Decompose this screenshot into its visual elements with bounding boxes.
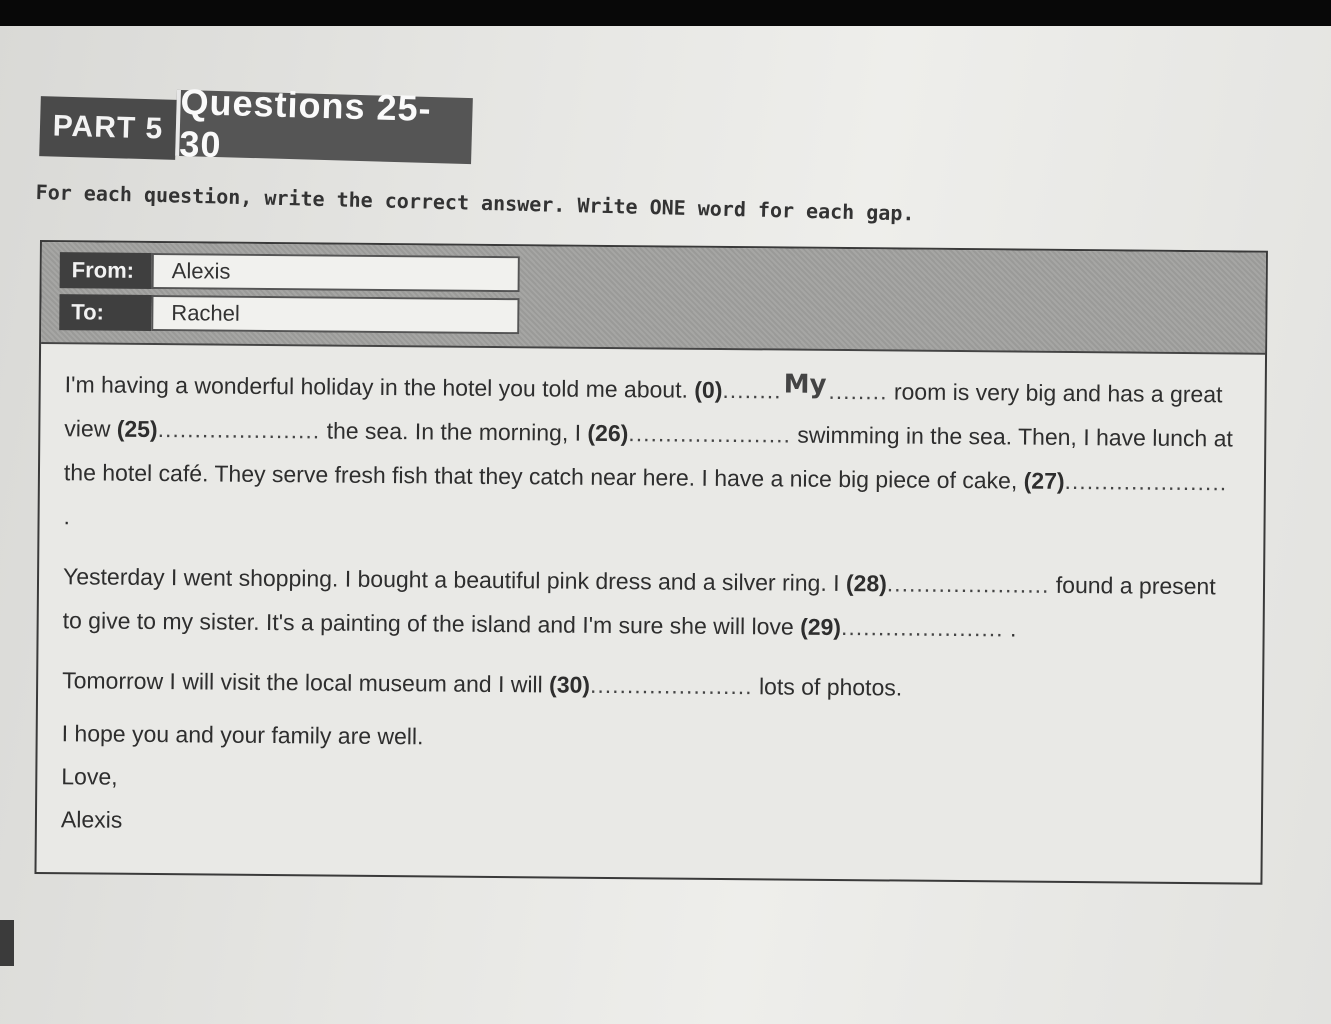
questions-label: Questions 25-30 <box>175 90 473 164</box>
text: room is very big and has a great view <box>64 378 1223 442</box>
from-label: From: <box>60 252 152 289</box>
to-row <box>59 294 519 334</box>
signature-name: Alexis <box>60 806 123 833</box>
text: swimming in the sea. Then, I have lunch at the hotel café. They serve fresh fish that they catch near here. I have a nice big piece of cake, <box>63 421 1233 494</box>
dark-top-band <box>0 0 1331 26</box>
gap-29-number: (29) <box>800 613 842 641</box>
gap-26-number: (26) <box>587 419 629 447</box>
to-label: To: <box>59 294 151 331</box>
text: the sea. In the morning, I <box>326 417 582 446</box>
instruction-text: For each question, write the correct answer. Write ONE word for each gap. <box>35 180 915 226</box>
sign-off: Love, <box>61 763 118 790</box>
text: I'm having a wonderful holiday in the hotel you told me about. <box>64 371 689 403</box>
gap-25-number: (25) <box>116 415 158 443</box>
closing-line: I hope you and your family are well. <box>61 720 424 750</box>
gap-27-blank[interactable]: ...................... <box>1064 467 1228 496</box>
gap-25-blank[interactable]: ...................... <box>157 416 321 444</box>
paragraph-2: Yesterday I went shopping. I bought a beautiful pink dress and a silver ring. I (28)...................... found a present to give to my sister. It's a painting of the island and I'm sure she will love (29)...................... . <box>62 563 1216 642</box>
text: Yesterday I went shopping. I bought a beautiful pink dress and a silver ring. I <box>62 563 840 596</box>
paragraph-3 <box>62 658 1232 712</box>
from-value: Alexis <box>152 253 520 292</box>
gap-28-blank[interactable]: ...................... <box>886 570 1050 598</box>
gap-26-blank[interactable]: ...................... <box>628 420 792 448</box>
text: Tomorrow I will visit the local museum and I will <box>62 667 543 698</box>
part-label: PART 5 <box>39 96 177 160</box>
gap-29-blank[interactable]: ...................... <box>840 614 1004 642</box>
text: lots of photos. <box>758 673 903 701</box>
gap-30-blank[interactable]: ...................... <box>589 671 753 700</box>
email-body <box>61 362 1235 851</box>
paragraph-1: I'm having a wonderful holiday in the hotel you told me about. (0)........My........ room is very big and has a great view (25)...................... the sea. In the morning, I (26)...................... swimming in the sea. Then, I have lunch at the hotel café. They serve fresh fish that they catch near here. I have a nice big piece of cake, (27)...................... . <box>63 369 1233 530</box>
email-header <box>41 242 1266 355</box>
gap-0-dots-after: ........ <box>828 377 888 405</box>
text: found a present to give to my sister. It's a painting of the island and I'm sure she will love <box>62 571 1216 640</box>
gap-0-answer: My <box>783 369 827 400</box>
gap-0-number: (0) <box>694 376 723 403</box>
email-box <box>34 240 1267 885</box>
from-row <box>60 252 520 292</box>
page-edge-tab <box>0 920 14 966</box>
gap-27-number: (27) <box>1023 467 1065 494</box>
gap-28-number: (28) <box>845 570 887 597</box>
gap-0-dots: ........ <box>722 376 782 404</box>
to-value: Rachel <box>151 295 519 334</box>
gap-30-number: (30) <box>549 671 591 698</box>
